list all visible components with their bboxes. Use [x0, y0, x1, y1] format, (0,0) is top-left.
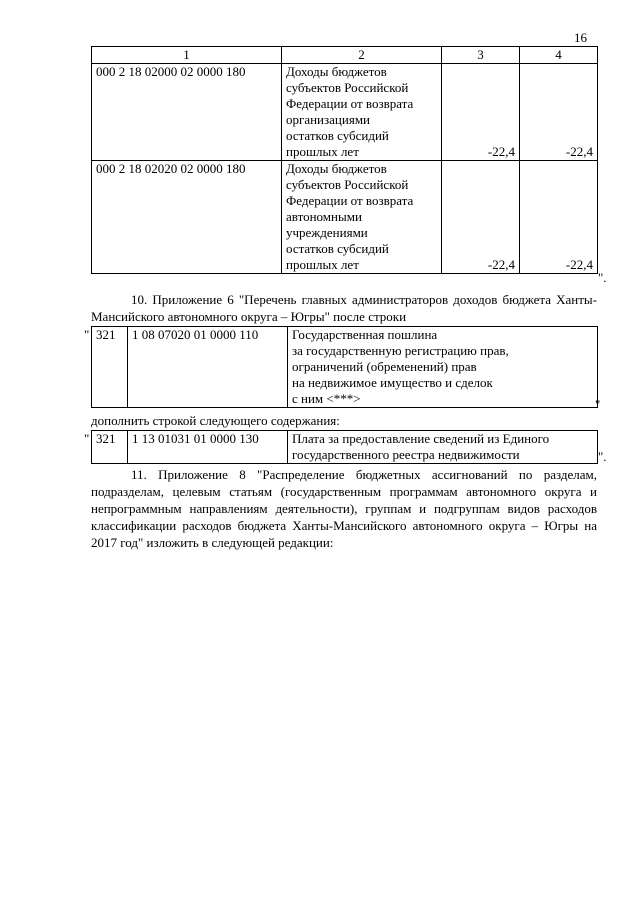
table-header-row — [92, 47, 598, 64]
description-cell: Плата за предоставление сведений из Единого государственного реестра недвижимости — [288, 431, 598, 464]
closing-quote: " — [595, 397, 601, 412]
header-cell: 4 — [520, 47, 598, 64]
header-cell: 3 — [442, 47, 520, 64]
code-cell: 1 13 01031 01 0000 130 — [128, 431, 288, 464]
opening-quote: " — [84, 431, 90, 446]
header-cell: 2 — [282, 47, 442, 64]
table-row — [92, 64, 598, 161]
closing-quote: ". — [598, 270, 607, 285]
admin-code-cell: 321 — [92, 431, 128, 464]
code-cell: 000 2 18 02000 02 0000 180 — [92, 64, 282, 161]
page-number: 16 — [574, 30, 587, 45]
add-line-text: дополнить строкой следующего содержания: — [91, 413, 340, 428]
revenue-table — [91, 46, 598, 274]
admin-code-cell: 321 — [92, 327, 128, 408]
value-cell: -22,4 — [442, 161, 520, 274]
after-row-table — [91, 326, 598, 408]
code-cell: 1 08 07020 01 0000 110 — [128, 327, 288, 408]
value-cell: -22,4 — [520, 64, 598, 161]
description-cell: Доходы бюджетов субъектов Российской Федерации от возврата автономными учреждениями остатков субсидий прошлых лет — [282, 161, 442, 274]
new-row-table — [91, 430, 598, 464]
table-row — [92, 327, 598, 408]
table-row — [92, 161, 598, 274]
description-cell: Государственная пошлина за государственную регистрацию прав, ограничений (обременений) прав на недвижимое имущество и сделок с ним <***> — [288, 327, 598, 408]
table-row — [92, 431, 598, 464]
paragraph-11: 11. Приложение 8 "Распределение бюджетных ассигнований по разделам, подразделам, целевым статьям (государственным программам автономного округа и непрограммным направлениям деятельности), группам и подгруппам видов расходов классификации расходов бюджета Ханты-Мансийского автономного округа – Югры на 2017 год" изложить в следующей редакции: — [91, 467, 597, 550]
value-cell: -22,4 — [442, 64, 520, 161]
code-cell: 000 2 18 02020 02 0000 180 — [92, 161, 282, 274]
paragraph-10: 10. Приложение 6 "Перечень главных администраторов доходов бюджета Ханты-Мансийского автономного округа – Югры" после строки — [91, 292, 597, 324]
value-cell: -22,4 — [520, 161, 598, 274]
description-cell: Доходы бюджетов субъектов Российской Федерации от возврата организациями остатков субсидий прошлых лет — [282, 64, 442, 161]
header-cell: 1 — [92, 47, 282, 64]
closing-quote: ". — [598, 449, 607, 464]
opening-quote: " — [84, 327, 90, 342]
